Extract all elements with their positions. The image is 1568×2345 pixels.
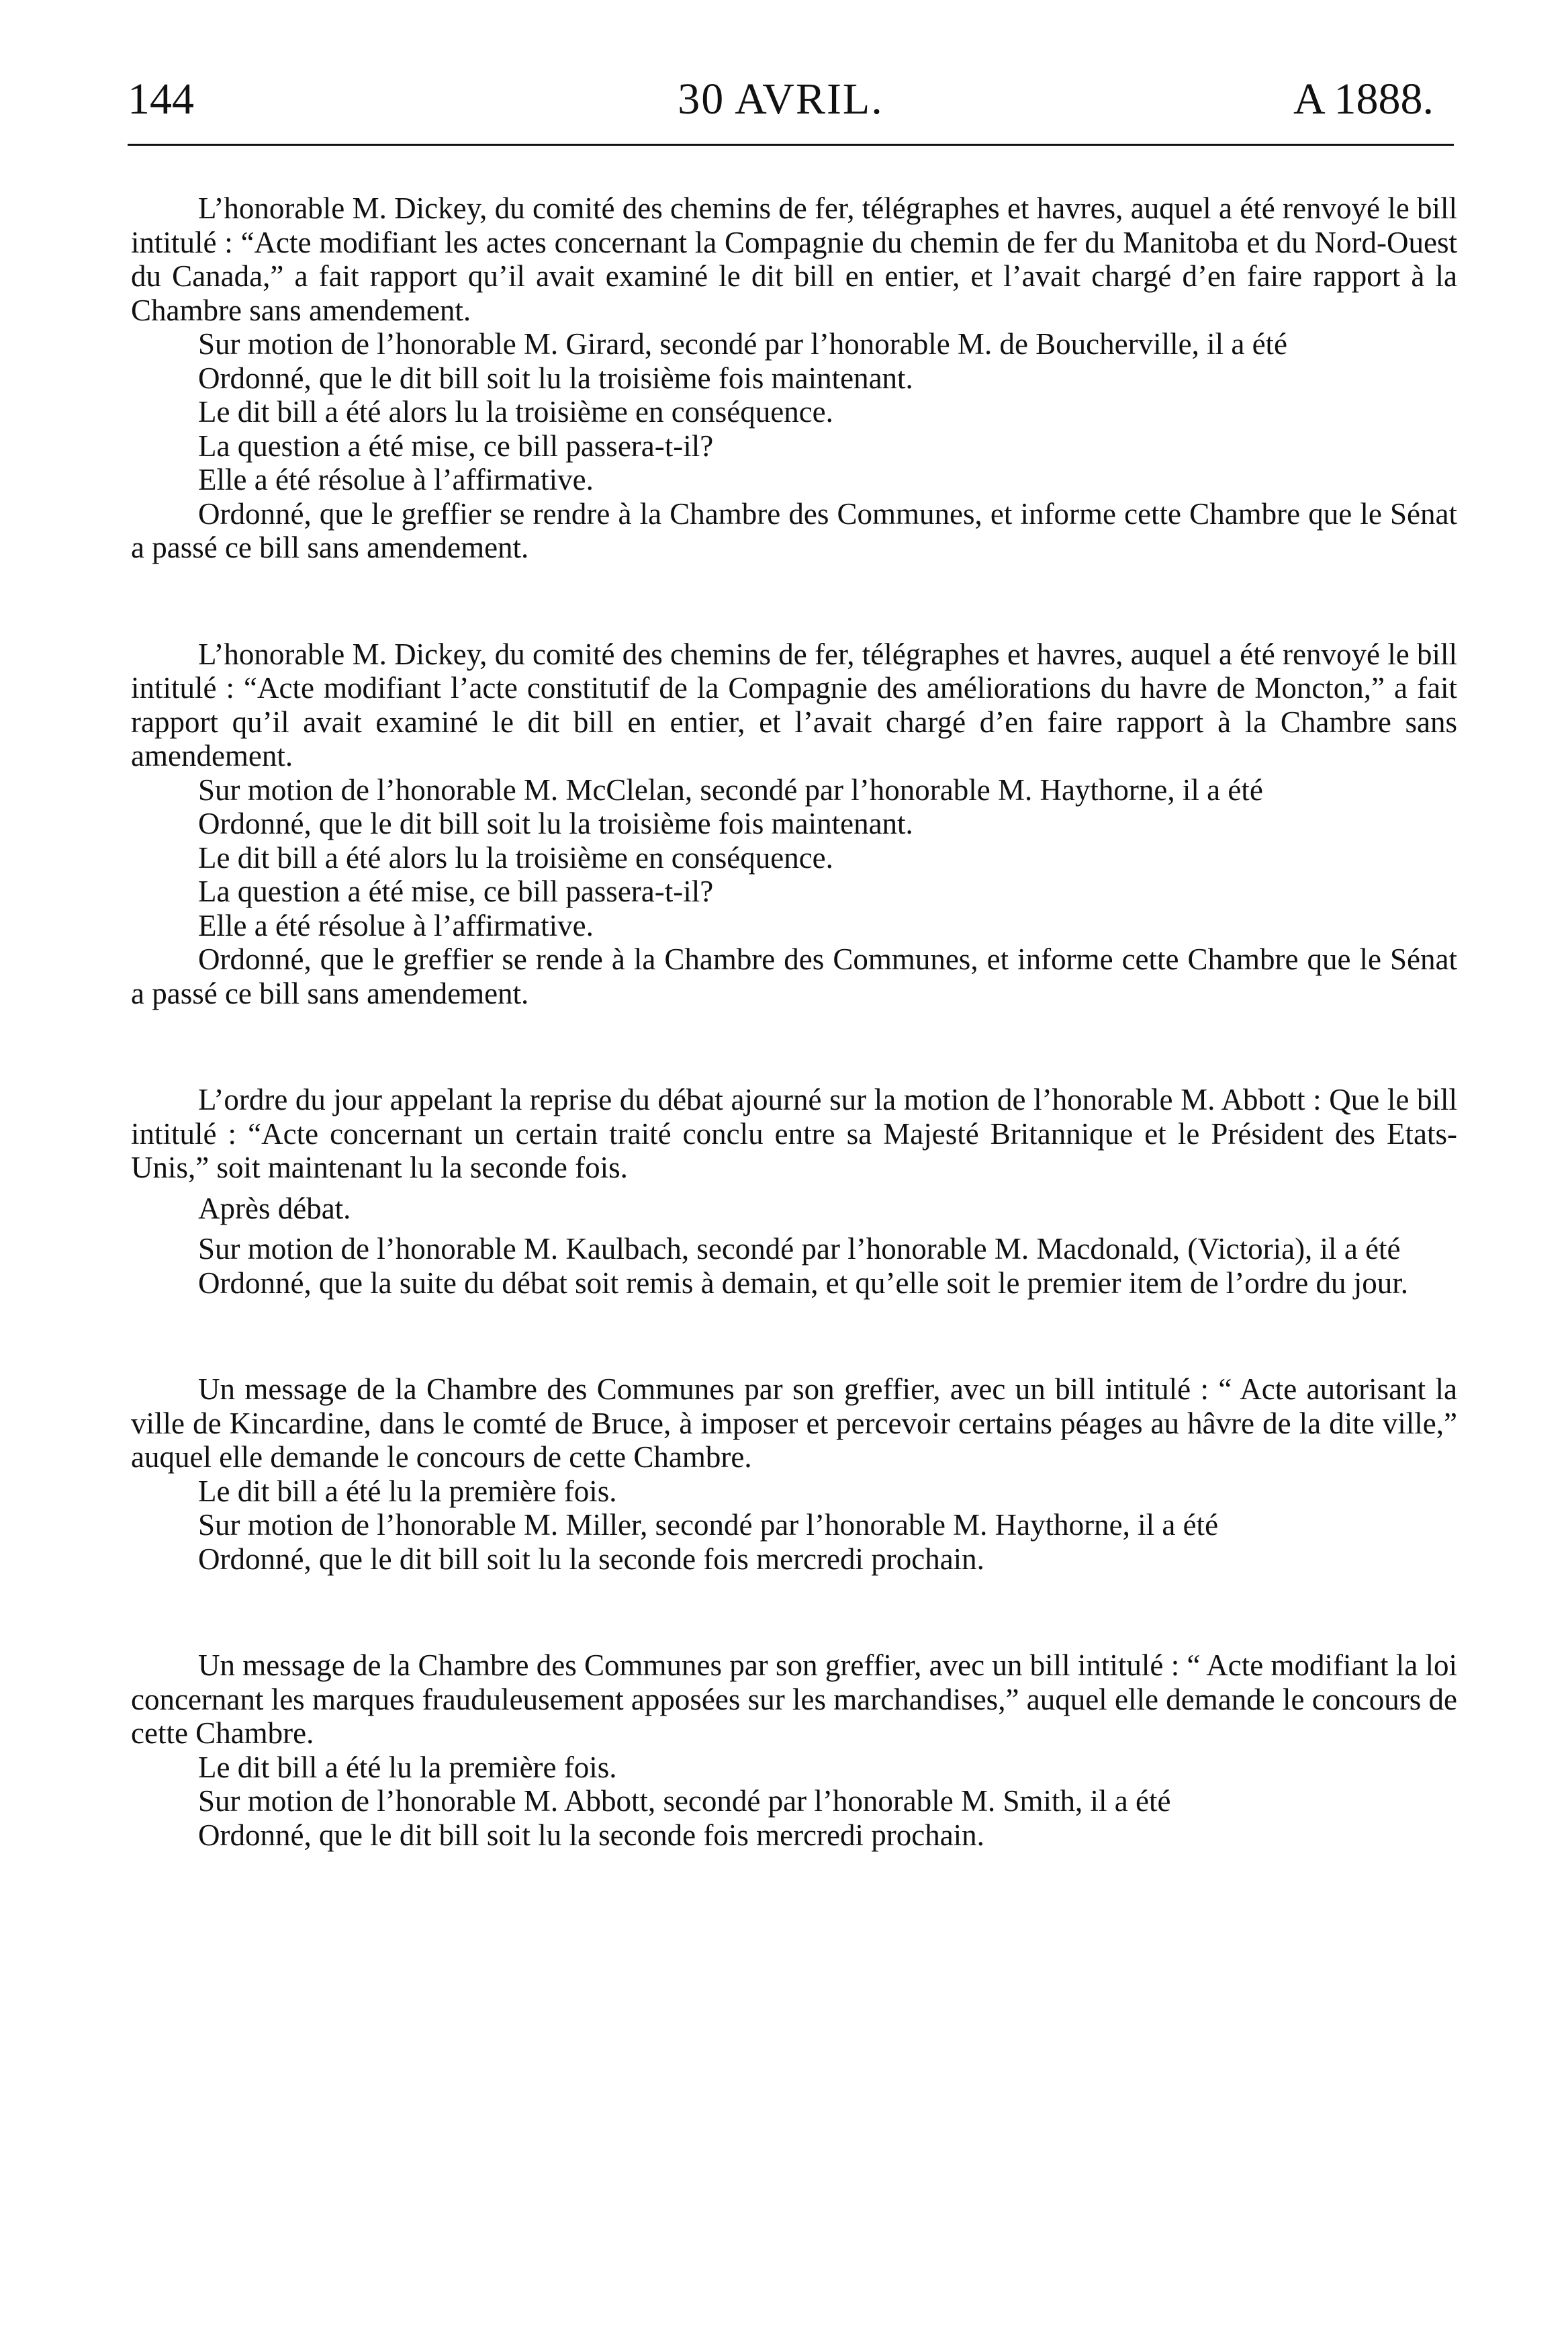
paragraph: Un message de la Chambre des Communes par son greffier, avec un bill intitulé : “ Acte autorisant la ville de Kincardine, dans le comté de Bruce, à imposer et percevoir certains péages au hâvre de la dite ville,” auquel elle demande le concours de cette Chambre.	[131, 1372, 1457, 1474]
header-date: 30 AVRIL.	[678, 75, 884, 124]
paragraph: Ordonné, que le greffier se rende à la Chambre des Communes, et informe cette Chambre que le Sénat a passé ce bill sans amendement.	[131, 942, 1457, 1010]
paragraph: La question a été mise, ce bill passera-t-il?	[198, 429, 714, 463]
paragraph: L’honorable M. Dickey, du comité des chemins de fer, télégraphes et havres, auquel a été renvoyé le bill intitulé : “Acte modifiant l’acte constitutif de la Compagnie des améliorations du havre de Moncton,” a fait rapport qu’il avait examiné le dit bill en entier, et l’avait chargé d’en faire rapport à la Chambre sans amendement.	[131, 637, 1457, 772]
paragraph: Elle a été résolue à l’affirmative.	[198, 908, 594, 942]
paragraph: Ordonné, que le dit bill soit lu la troisième fois maintenant.	[198, 361, 913, 395]
paragraph: Après débat.	[198, 1191, 351, 1225]
paragraph: Sur motion de l’honorable M. Girard, secondé par l’honorable M. de Boucherville, il a été	[198, 327, 1288, 361]
paragraph: Ordonné, que le dit bill soit lu la seconde fois mercredi prochain.	[198, 1818, 984, 1852]
header-year: A 1888.	[1293, 75, 1434, 124]
page-number: 144	[128, 75, 194, 124]
paragraph: Sur motion de l’honorable M. McClelan, secondé par l’honorable M. Haythorne, il a été	[198, 772, 1263, 807]
paragraph: Ordonné, que la suite du débat soit remis à demain, et qu’elle soit le premier item de l’ordre du jour.	[198, 1266, 1408, 1300]
paragraph: Le dit bill a été alors lu la troisième en conséquence.	[198, 395, 833, 429]
paragraph: Le dit bill a été alors lu la troisième en conséquence.	[198, 840, 833, 875]
entry-kincardine-message	[131, 1372, 1457, 1576]
paragraph: Elle a été résolue à l’affirmative.	[198, 463, 594, 496]
journal-body	[131, 191, 1457, 1852]
entry-treaty-debate	[131, 1083, 1457, 1300]
paragraph: Sur motion de l’honorable M. Miller, secondé par l’honorable M. Haythorne, il a été	[198, 1508, 1219, 1542]
entry-marques-message	[131, 1648, 1457, 1852]
paragraph: L’honorable M. Dickey, du comité des chemins de fer, télégraphes et havres, auquel a été renvoyé le bill intitulé : “Acte modifiant les actes concernant la Compagnie du chemin de fer du Manitoba et du Nord-Ouest du Canada,” a fait rapport qu’il avait examiné le dit bill en entier, et l’avait chargé d’en faire rapport à la Chambre sans amendement.	[131, 191, 1457, 327]
paragraph: Ordonné, que le dit bill soit lu la seconde fois mercredi prochain.	[198, 1542, 984, 1576]
paragraph: Ordonné, que le greffier se rendre à la Chambre des Communes, et informe cette Chambre que le Sénat a passé ce bill sans amendement.	[131, 496, 1457, 564]
paragraph: La question a été mise, ce bill passera-t-il?	[198, 875, 714, 908]
paragraph: Ordonné, que le dit bill soit lu la troisième fois maintenant.	[198, 807, 913, 840]
paragraph: Sur motion de l’honorable M. Kaulbach, secondé par l’honorable M. Macdonald, (Victoria), il a été	[198, 1232, 1401, 1266]
page-header	[128, 74, 1434, 134]
header-rule	[128, 144, 1454, 146]
paragraph: Sur motion de l’honorable M. Abbott, secondé par l’honorable M. Smith, il a été	[198, 1784, 1171, 1818]
entry-dickey-manitoba-bill	[131, 191, 1457, 565]
paragraph: Le dit bill a été lu la première fois.	[198, 1474, 617, 1508]
paragraph: L’ordre du jour appelant la reprise du débat ajourné sur la motion de l’honorable M. Abbott : Que le bill intitulé : “Acte concernant un certain traité conclu entre sa Majesté Britannique et le Président des Etats-Unis,” soit maintenant lu la seconde fois.	[131, 1083, 1457, 1184]
paragraph: Le dit bill a été lu la première fois.	[198, 1750, 617, 1784]
entry-dickey-moncton-bill	[131, 637, 1457, 1011]
paragraph: Un message de la Chambre des Communes par son greffier, avec un bill intitulé : “ Acte modifiant la loi concernant les marques frauduleusement apposées sur les marchandises,” auquel elle demande le concours de cette Chambre.	[131, 1648, 1457, 1750]
